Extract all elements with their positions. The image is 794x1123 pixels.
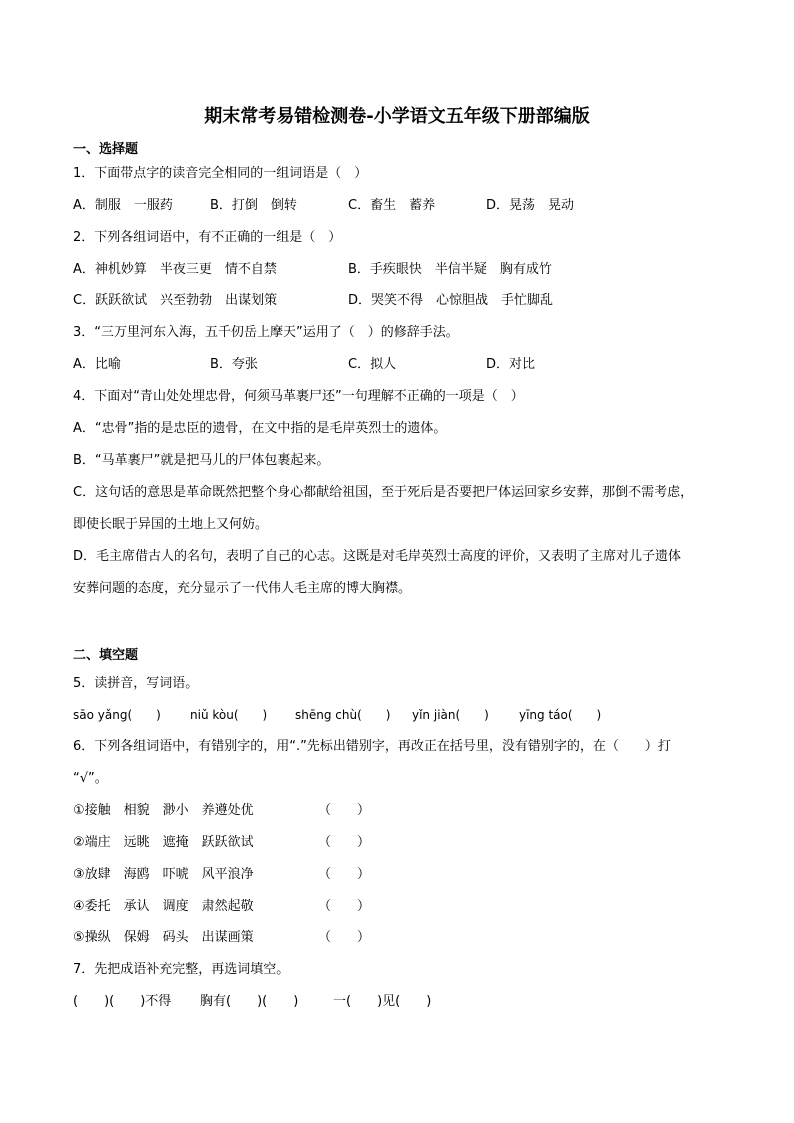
- q6-answer-bracket-4: （ ）: [318, 899, 371, 914]
- q1-option-b: B．打倒 倒转: [210, 198, 297, 213]
- q2-option-c: C．跃跃欲试 兴至勃勃 出谋划策: [73, 293, 278, 308]
- q2-option-d: D．哭笑不得 心惊胆战 手忙脚乱: [348, 293, 554, 308]
- q1-option-c: C．畜生 蓄养: [348, 198, 436, 213]
- q6-stem-line2: “√”。: [73, 771, 108, 786]
- q6-row-2: ②端庄 远眺 遮掩 跃跃欲试: [73, 835, 254, 850]
- q6-row-1: ①接触 相貌 渺小 养遵处优: [73, 803, 254, 818]
- q1-option-a: A．制服 一服药: [73, 198, 173, 213]
- q5-pinyin-4: yǐn jiàn( ): [412, 708, 489, 722]
- q3-option-b: B．夸张: [210, 357, 258, 372]
- q6-answer-bracket-2: （ ）: [318, 835, 371, 850]
- q4-option-c-line2: 即使长眠于异国的土地上又何妨。: [73, 517, 269, 532]
- q7-blank-2: 胸有( )( ): [200, 994, 299, 1009]
- q4-stem: 4．下面对“青山处处埋忠骨，何须马革裹尸还”一句理解不正确的一项是（ ）: [73, 389, 524, 404]
- q6-answer-bracket-1: （ ）: [318, 803, 371, 818]
- q5-stem: 5．读拼音，写词语。: [73, 676, 199, 691]
- q3-option-a: A．比喻: [73, 357, 121, 372]
- q5-pinyin-5: yīng táo( ): [519, 708, 602, 722]
- q6-row-4: ④委托 承认 调度 肃然起敬: [73, 899, 254, 914]
- q5-pinyin-2: niǔ kòu( ): [190, 708, 268, 722]
- q6-row-3: ③放肆 海鸥 吓唬 风平浪净: [73, 867, 254, 882]
- page-title: 期末常考易错检测卷-小学语文五年级下册部编版: [204, 106, 590, 127]
- q6-stem-line1: 6．下列各组词语中，有错别字的，用“.”先标出错别字，再改正在括号里，没有错别字的，在（ ）打: [73, 739, 671, 754]
- q3-option-c: C．拟人: [348, 357, 397, 372]
- q3-stem: 3．“三万里河东入海，五千仞岳上摩天”运用了（ ）的修辞手法。: [73, 325, 459, 340]
- q7-stem: 7．先把成语补充完整，再选词填空。: [73, 962, 290, 977]
- q2-option-b: B．手疾眼快 半信半疑 胸有成竹: [348, 262, 552, 277]
- q4-option-d-line1: D．毛主席借古人的名句，表明了自己的心志。这既是对毛岸英烈士高度的评价，又表明了主席对儿子遗体: [73, 549, 682, 564]
- q6-answer-bracket-3: （ ）: [318, 867, 371, 882]
- q4-option-b: B．“马革裹尸”就是把马儿的尸体包裹起来。: [73, 453, 330, 468]
- q4-option-a: A．“忠骨”指的是忠臣的遗骨，在文中指的是毛岸英烈士的遗体。: [73, 421, 447, 436]
- q5-pinyin-1: sāo yǎng( ): [73, 708, 161, 722]
- q1-option-d: D．晃荡 晃动: [486, 198, 575, 213]
- q3-option-d: D．对比: [486, 357, 536, 372]
- q4-option-c-line1: C．这句话的意思是革命既然把整个身心都献给祖国，至于死后是否要把尸体运回家乡安葬，那倒不需考虑，: [73, 485, 694, 500]
- section-1-heading: 一、选择题: [73, 142, 139, 157]
- q6-row-5: ⑤操纵 保姆 码头 出谋画策: [73, 930, 254, 945]
- q5-pinyin-3: shēng chù( ): [295, 708, 391, 722]
- q4-option-d-line2: 安葬问题的态度，充分显示了一代伟人毛主席的博大胸襟。: [73, 581, 412, 596]
- q7-blank-1: ( )( )不得: [73, 994, 172, 1009]
- q2-stem: 2．下列各组词语中，有不正确的一组是（ ）: [73, 230, 342, 245]
- q1-stem: 1．下面带点字的读音完全相同的一组词语是（ ）: [73, 166, 368, 181]
- q2-option-a: A．神机妙算 半夜三更 情不自禁: [73, 262, 277, 277]
- q7-blank-3: 一( )见( ): [333, 994, 432, 1009]
- section-2-heading: 二、填空题: [73, 648, 139, 663]
- q6-answer-bracket-5: （ ）: [318, 930, 371, 945]
